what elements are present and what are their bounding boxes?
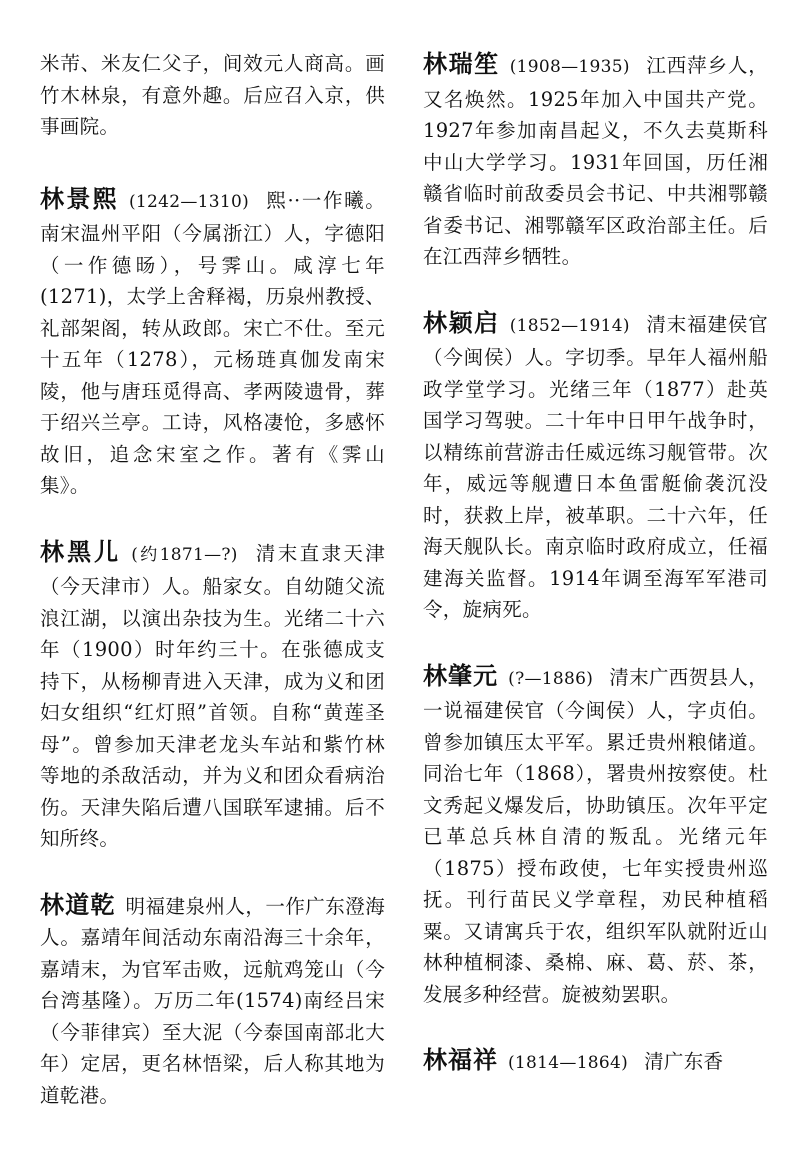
entry-headword: 林肇元	[423, 660, 499, 690]
entry-lin-yingqi	[423, 307, 768, 626]
entry-dates: (1852—1914)	[509, 315, 630, 336]
entry-headword: 林福祥	[423, 1045, 498, 1074]
entry-headword: 林景熙	[40, 183, 119, 213]
right-column	[423, 48, 768, 1114]
entry-dates: (1814—1864)	[508, 1053, 629, 1073]
entry-text: 清末福建侯官（今闽侯）人。字切季。早年人福州船政学堂学习。光绪三年（1877）赴英国学习驾驶。二十年中日甲午战争时，以精练前营游击任威远练习舰管带。次年，威远等舰遭日本鱼雷艇偷袭沉没时，获救上岸，被革职。二十六年，任海天舰队长。南京临时政府成立，任福建海关监督。1914年调至海军军港司令，旋病死。	[423, 312, 768, 621]
entry-text: 清末广西贺县人，一说福建侯官（今闽侯）人，字贞伯。曾参加镇压太平军。累迁贵州粮储道。同治七年（1868），署贵州按察使。杜文秀起义爆发后，协助镇压。次年平定已革总兵林自清的叛乱。光绪元年（1875）授布政使，七年实授贵州巡抚。刊行苗民义学章程，劝民种植稻粟。又请寓兵于农，组织军队就附近山林种植桐漆、桑棉、麻、葛、菸、茶，发展多种经营。旋被劾罢职。	[423, 665, 769, 1006]
continuation-text: 米芾、米友仁父子，间效元人商高。画竹木林泉，有意外趣。后应召入京，供事画院。	[40, 52, 385, 138]
entry-text: 明福建泉州人，一作广东澄海人。嘉靖年间活动东南沿海三十余年，嘉靖末，为官军击败，远航鸡笼山（今台湾基隆）。万历二年(1574)南经吕宋（今菲律宾）至大泥（今泰国南部北大年）定居，更名林悟梁，后人称其地为道乾港。	[40, 894, 386, 1107]
entry-text: 清末直隶天津（今天津市）人。船家女。自幼随父流浪江湖，以演出杂技为生。光绪二十六年（1900）时年约三十。在张德成支持下，从杨柳青进入天津，成为义和团妇女组织“红灯照”首领。自称“黄莲圣母”。曾参加天津老龙头车站和紫竹林等地的杀敌活动，并为义和团众看病治伤。天津失陷后遭八国联军逮捕。后不知所终。	[40, 541, 385, 850]
entry-lin-fuxiang	[423, 1044, 768, 1080]
entry-text: 清广东香	[644, 1050, 724, 1073]
entry-dates: (1242—1310)	[128, 191, 250, 212]
entry-dates: (约1871—?)	[131, 544, 238, 565]
left-column	[40, 48, 385, 1145]
entry-lin-ruisheng	[423, 48, 768, 273]
entry-headword: 林黑儿	[40, 536, 122, 566]
entry-text: 熙··一作曦。南宋温州平阳（今属浙江）人，字德阳（一作德旸），号霁山。咸淳七年(1271)，太学上舍释褐，历泉州教授、礼部架阁，转从政郎。宋亡不仕。至元十五年（1278），元杨琏真伽发南宋陵，他与唐珏觅得高、孝两陵遗骨，葬于绍兴兰亭。工诗，风格凄怆，多感怀故旧，追念宋室之作。著有《霁山集》。	[40, 188, 385, 497]
entry-headword: 林道乾	[40, 889, 116, 919]
entry-dates: (1908—1935)	[509, 57, 630, 77]
entry-headword: 林瑞笙	[423, 49, 500, 78]
entry-lin-jingxi	[40, 183, 385, 502]
entry-dates: (?—1886)	[508, 668, 594, 689]
entry-lin-zhaoyuan	[423, 660, 768, 1011]
entry-text: 江西萍乡人，又名焕然。1925年加入中国共产党。1927年参加南昌起义，不久去莫斯科中山大学学习。1931年回国，历任湘赣省临时前敌委员会书记、中共湘鄂赣省委书记、湘鄂赣军区政治部主任。后在江西萍乡牺牲。	[423, 54, 768, 268]
entry-lin-heier	[40, 536, 385, 855]
entry-headword: 林颖启	[423, 307, 500, 337]
entry-continuation	[40, 48, 385, 143]
entry-lin-daoqian	[40, 889, 385, 1112]
